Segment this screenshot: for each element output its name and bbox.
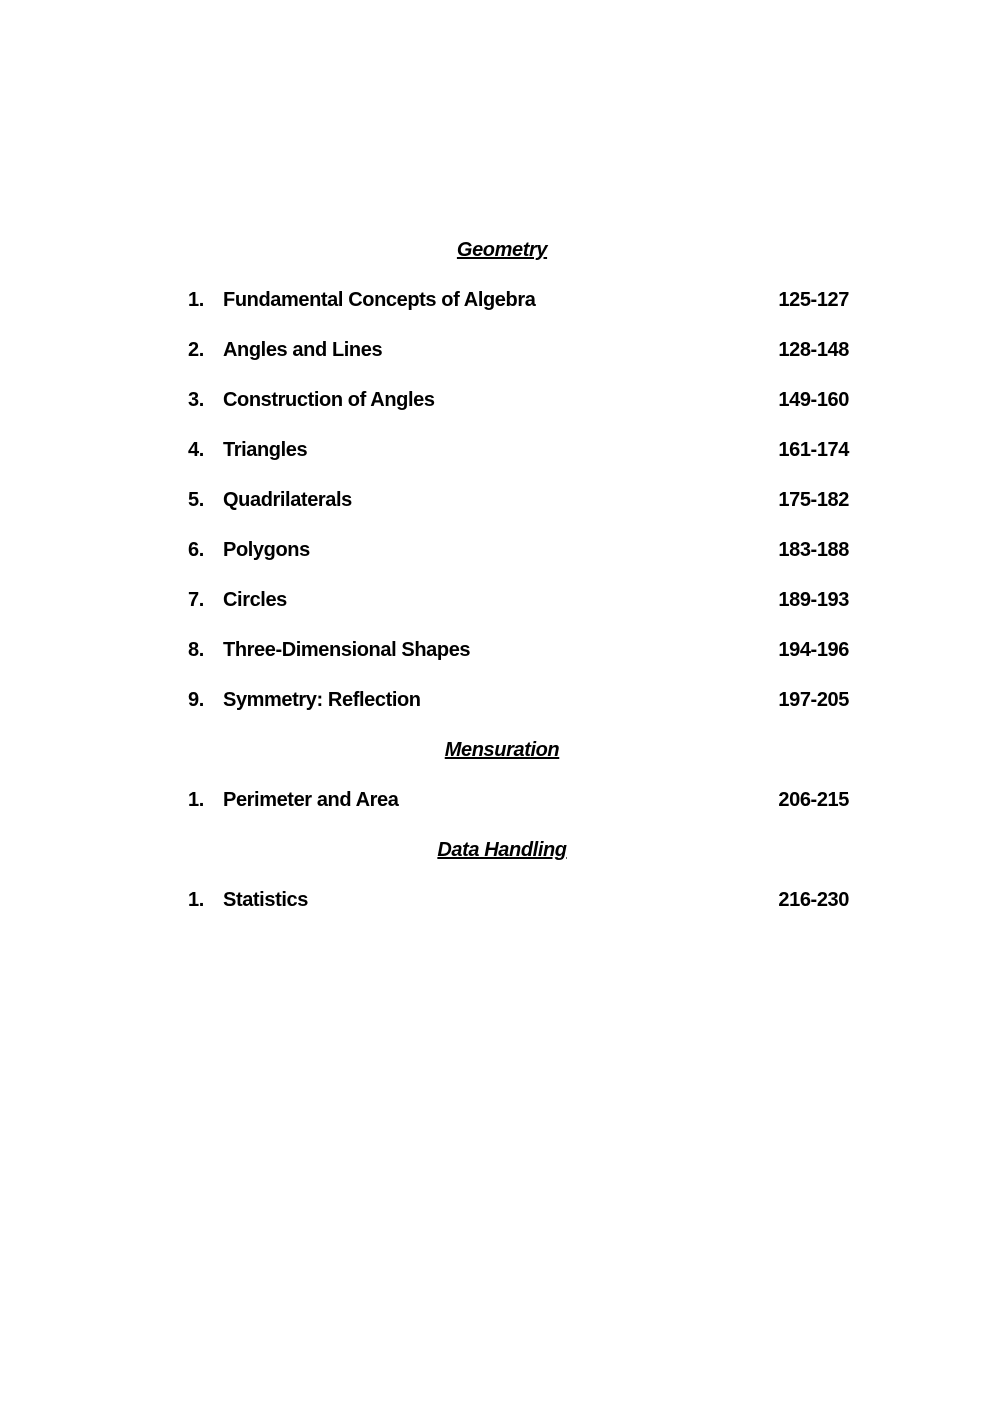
- entry-number: 7.: [188, 589, 204, 611]
- entry-pages: 149-160: [778, 389, 849, 411]
- entry-title: Quadrilaterals: [223, 489, 352, 511]
- entry-title: Statistics: [223, 889, 308, 911]
- section-heading: Mensuration: [444, 739, 560, 761]
- entry-title: Fundamental Concepts of Algebra: [223, 289, 536, 311]
- entry-pages: 128-148: [778, 339, 849, 361]
- entry-number: 1.: [188, 289, 204, 311]
- toc-entry: [188, 888, 849, 912]
- toc-entry: [188, 638, 849, 662]
- toc-entry: [188, 338, 849, 362]
- entry-number: 4.: [188, 439, 204, 461]
- entry-pages: 175-182: [778, 489, 849, 511]
- entry-number: 1.: [188, 889, 204, 911]
- toc-entry: [188, 588, 849, 612]
- entry-number: 5.: [188, 489, 204, 511]
- entry-pages: 197-205: [778, 689, 849, 711]
- toc-entry: [188, 788, 849, 812]
- entry-title: Symmetry: Reflection: [223, 689, 421, 711]
- entry-title: Three-Dimensional Shapes: [223, 639, 471, 661]
- entry-pages: 194-196: [778, 639, 849, 661]
- entry-title: Triangles: [223, 439, 308, 461]
- entry-number: 2.: [188, 339, 204, 361]
- entry-title: Perimeter and Area: [223, 789, 399, 811]
- section-heading: Geometry: [456, 239, 548, 261]
- entry-number: 1.: [188, 789, 204, 811]
- entry-pages: 206-215: [778, 789, 849, 811]
- toc-entry: [188, 688, 849, 712]
- entry-number: 6.: [188, 539, 204, 561]
- entry-title: Construction of Angles: [223, 389, 435, 411]
- toc-entry: [188, 488, 849, 512]
- entry-number: 9.: [188, 689, 204, 711]
- entry-title: Polygons: [223, 539, 310, 561]
- entry-pages: 189-193: [778, 589, 849, 611]
- entry-number: 3.: [188, 389, 204, 411]
- entry-pages: 183-188: [778, 539, 849, 561]
- section-heading: Data Handling: [437, 839, 567, 861]
- toc-entry: [188, 288, 849, 312]
- entry-pages: 216-230: [778, 889, 849, 911]
- entry-number: 8.: [188, 639, 204, 661]
- toc-entry: [188, 388, 849, 412]
- entry-pages: 125-127: [778, 289, 849, 311]
- toc-entry: [188, 438, 849, 462]
- entry-title: Angles and Lines: [223, 339, 383, 361]
- entry-pages: 161-174: [778, 439, 849, 461]
- toc-entry: [188, 538, 849, 562]
- entry-title: Circles: [223, 589, 287, 611]
